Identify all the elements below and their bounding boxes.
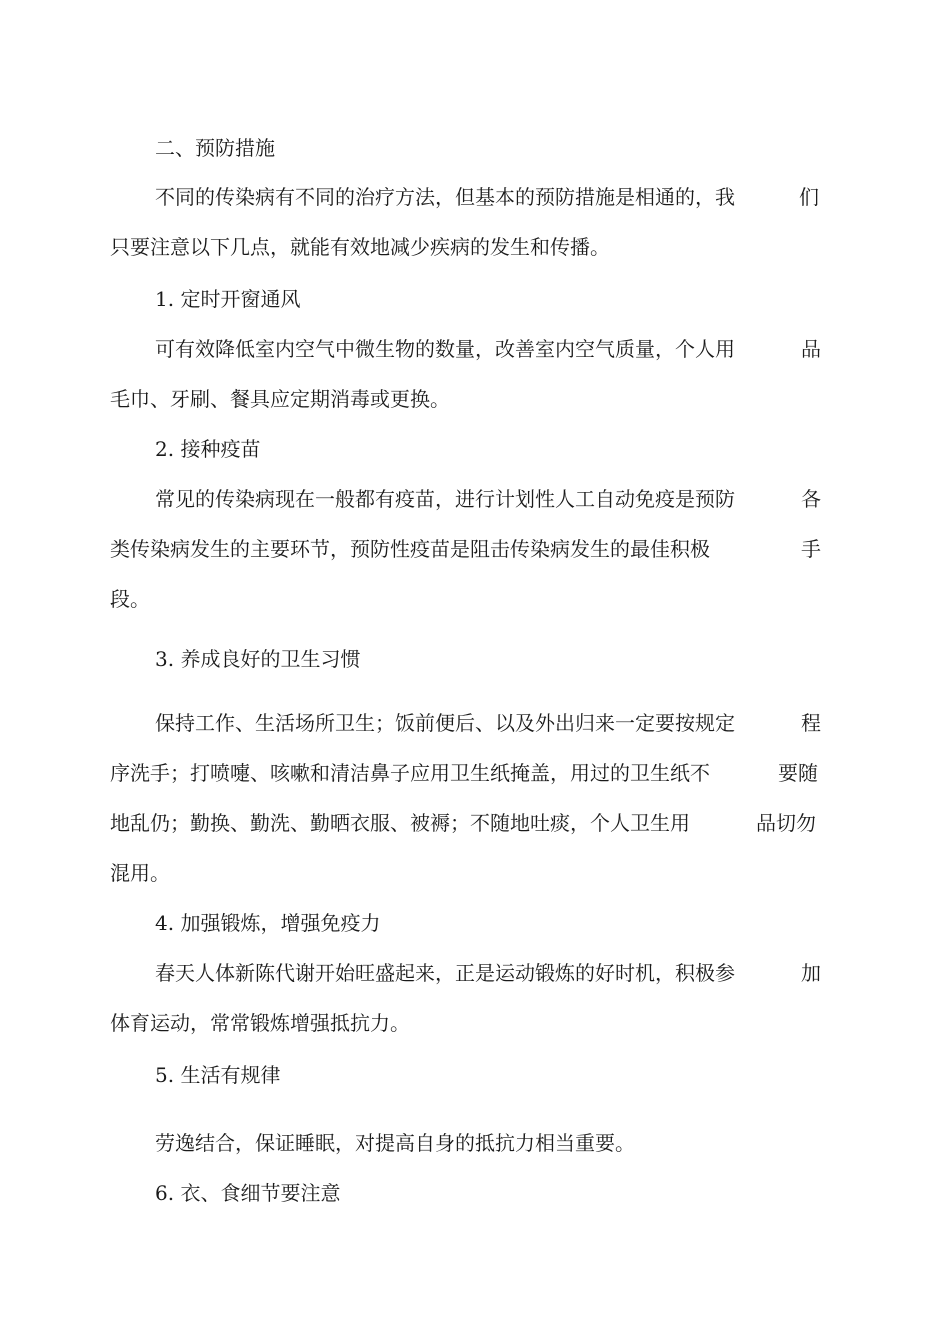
item-heading-text: 3. 养成良好的卫生习惯 — [155, 647, 361, 671]
paragraph-text-tail: 品 — [801, 337, 821, 361]
item-heading-text: 5. 生活有规律 — [155, 1063, 281, 1087]
paragraph-text: 保持工作、生活场所卫生；饭前便后、以及外出归来一定要按规定 — [155, 711, 735, 735]
paragraph-text: 地乱仍；勤换、勤洗、勤晒衣服、被褥；不随地吐痰，个人卫生用 — [110, 811, 690, 835]
paragraph-text: 序洗手；打喷嚏、咳嗽和清洁鼻子应用卫生纸掩盖，用过的卫生纸不 — [110, 761, 710, 785]
item-heading-text: 6. 衣、食细节要注意 — [155, 1181, 341, 1205]
paragraph-text: 常见的传染病现在一般都有疫苗，进行计划性人工自动免疫是预防 — [155, 487, 735, 511]
paragraph-text: 类传染病发生的主要环节，预防性疫苗是阻击传染病发生的最佳积极 — [110, 537, 710, 561]
paragraph-text: 春天人体新陈代谢开始旺盛起来，正是运动锻炼的好时机，积极参 — [155, 961, 735, 985]
paragraph-text: 不同的传染病有不同的治疗方法，但基本的预防措施是相通的，我 — [155, 185, 735, 209]
paragraph-text-tail: 加 — [801, 961, 821, 985]
paragraph-text-tail: 各 — [801, 487, 821, 511]
paragraph-text-tail: 程 — [801, 711, 821, 735]
paragraph-text-tail: 们 — [799, 185, 819, 209]
paragraph-text-tail: 品切勿 — [756, 811, 816, 835]
paragraph-text: 段。 — [110, 587, 150, 611]
paragraph-text: 毛巾、牙刷、餐具应定期消毒或更换。 — [110, 387, 450, 411]
item-heading-text: 4. 加强锻炼，增强免疫力 — [155, 911, 381, 935]
section-title-text: 二、预防措施 — [155, 136, 275, 160]
paragraph-text-tail: 手 — [801, 537, 821, 561]
paragraph-text-tail: 要随 — [778, 761, 818, 785]
paragraph-text: 只要注意以下几点，就能有效地减少疾病的发生和传播。 — [110, 235, 610, 259]
paragraph-text: 混用。 — [110, 861, 170, 885]
paragraph-text: 劳逸结合，保证睡眠，对提高自身的抵抗力相当重要。 — [155, 1131, 635, 1155]
item-heading-text: 2. 接种疫苗 — [155, 437, 261, 461]
paragraph-text: 可有效降低室内空气中微生物的数量，改善室内空气质量，个人用 — [155, 337, 735, 361]
item-heading-text: 1. 定时开窗通风 — [155, 287, 301, 311]
paragraph-text: 体育运动，常常锻炼增强抵抗力。 — [110, 1011, 410, 1035]
